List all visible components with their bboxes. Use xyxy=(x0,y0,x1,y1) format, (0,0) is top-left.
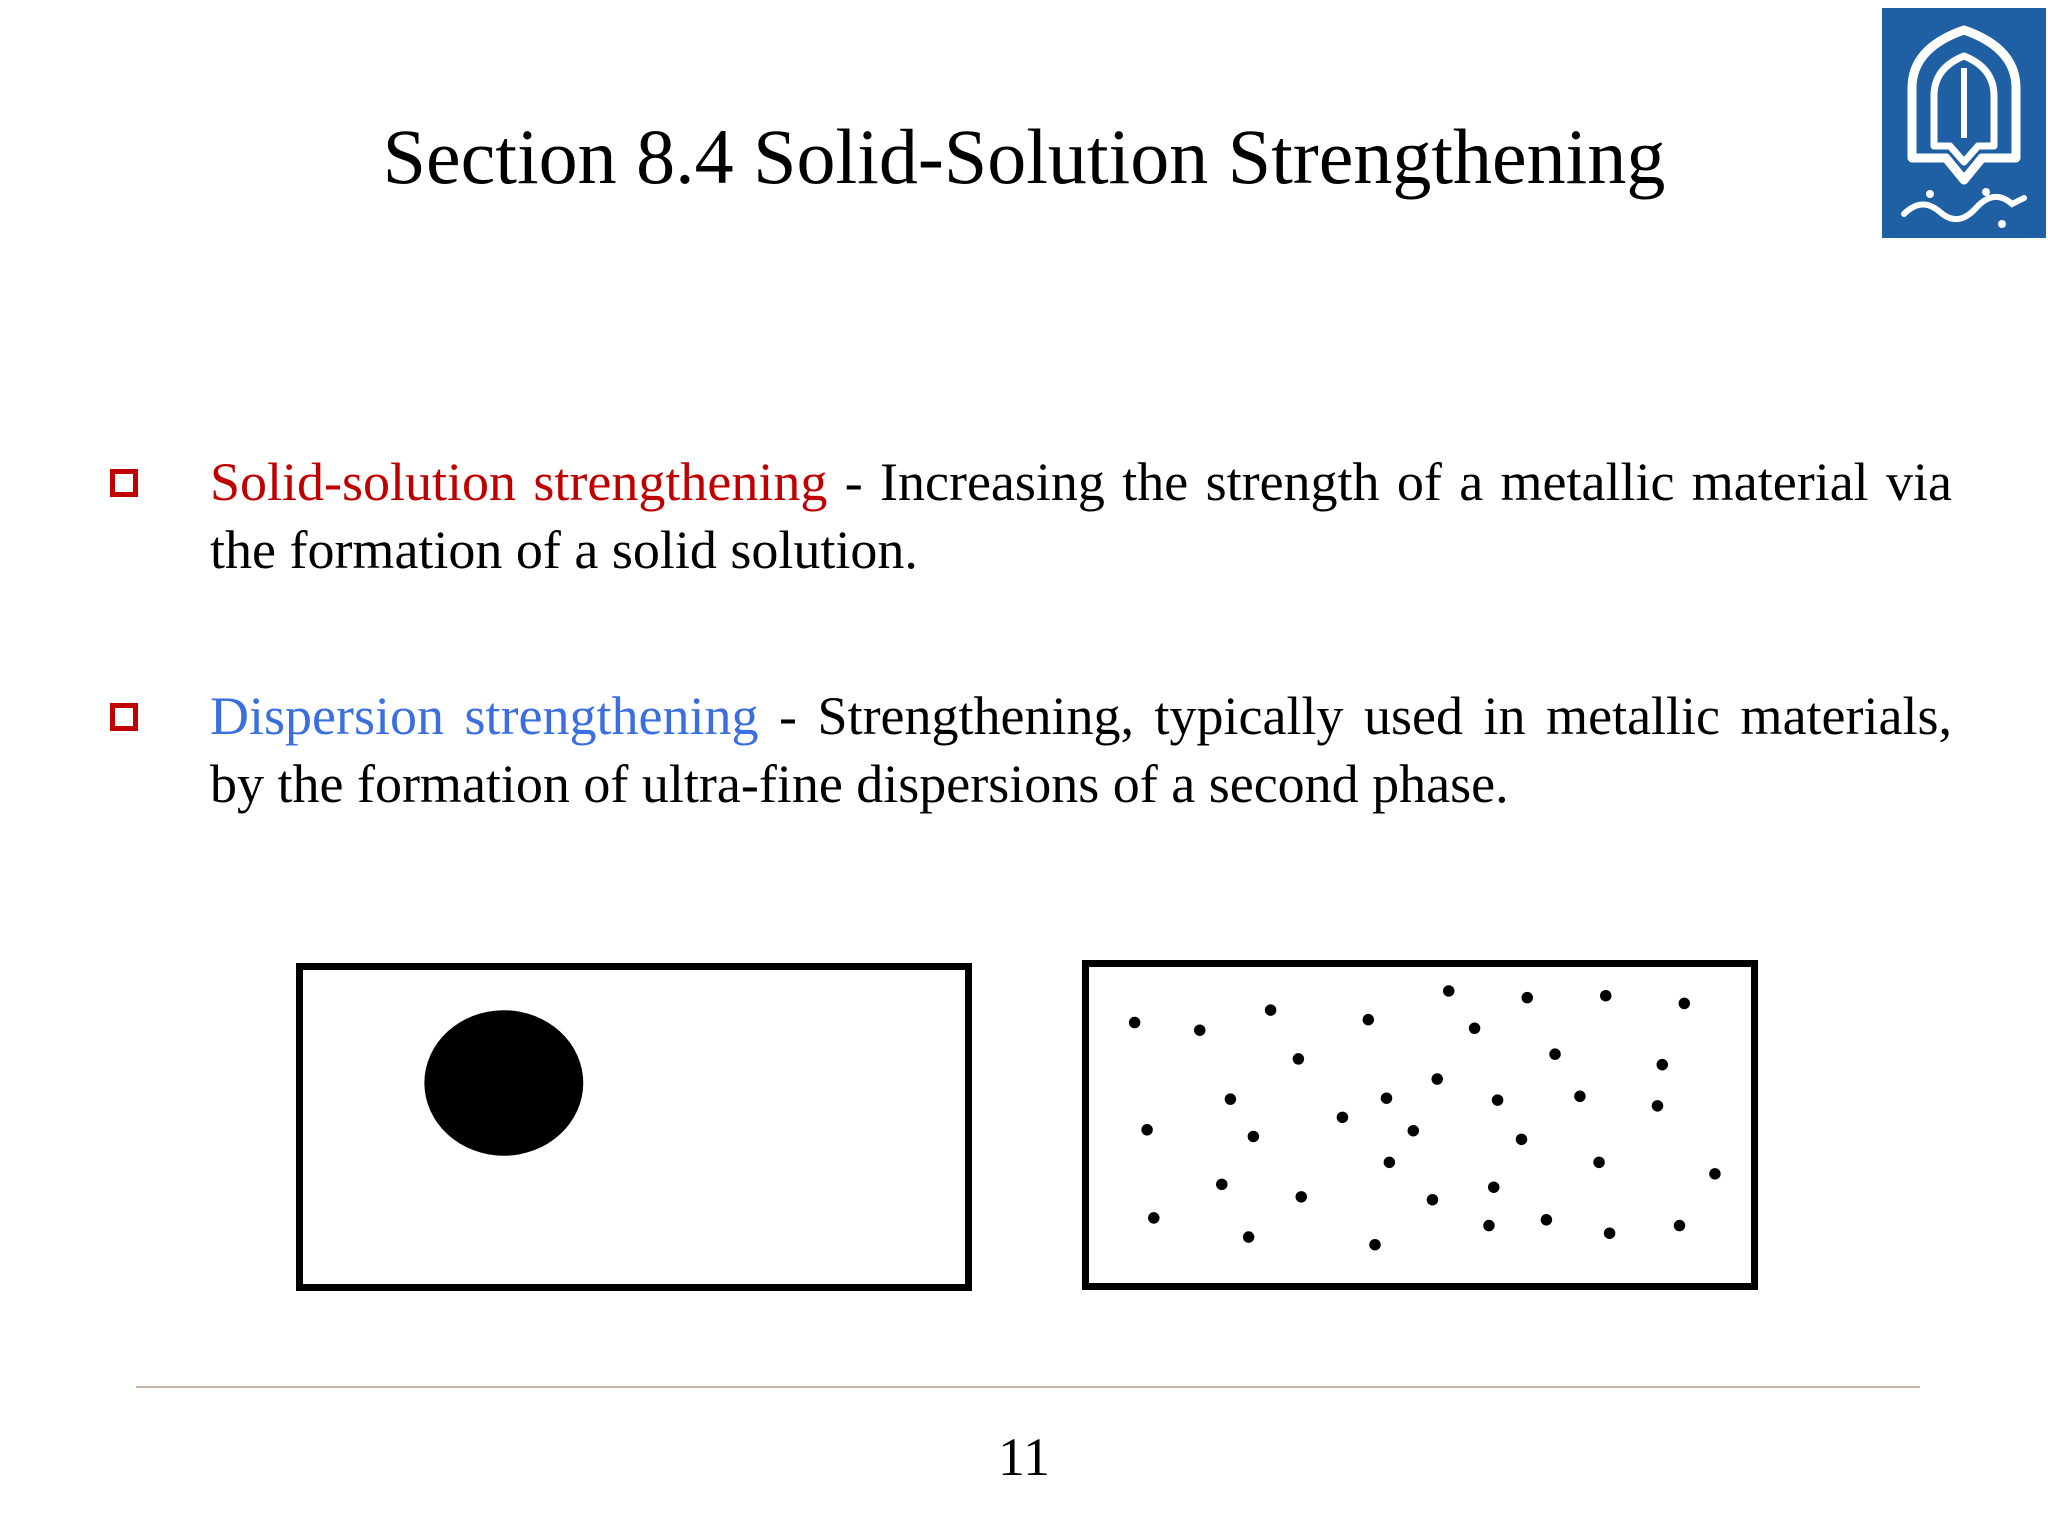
dispersion-particle xyxy=(1427,1194,1438,1205)
dispersion-particle xyxy=(1265,1004,1276,1015)
dispersion-particle xyxy=(1549,1048,1560,1059)
university-logo-icon xyxy=(1882,8,2046,238)
term-solid-solution: Solid-solution strengthening xyxy=(210,452,828,512)
single-large-particle-icon xyxy=(296,963,972,1291)
dispersion-particle xyxy=(1522,992,1533,1003)
dispersion-particle xyxy=(1516,1134,1527,1145)
dispersion-particle xyxy=(1141,1124,1152,1135)
dispersion-particle xyxy=(1243,1231,1254,1242)
dispersion-particle xyxy=(1194,1024,1205,1035)
dispersion-particle xyxy=(1216,1179,1227,1190)
dispersion-particle xyxy=(1709,1168,1720,1179)
footer-divider xyxy=(136,1386,1920,1388)
dispersion-particle xyxy=(1443,985,1454,996)
dispersion-particle xyxy=(1431,1073,1442,1084)
bullet-paragraph-dispersion xyxy=(210,682,1952,818)
dispersion-particle xyxy=(1657,1059,1668,1070)
dispersion-particle xyxy=(1225,1093,1236,1104)
dispersion-particle xyxy=(1469,1023,1480,1034)
dispersion-particle xyxy=(1369,1239,1380,1250)
dispersion-particle xyxy=(1337,1112,1348,1123)
dispersion-particle xyxy=(1363,1014,1374,1025)
dispersion-particle xyxy=(1574,1091,1585,1102)
term-dispersion: Dispersion strengthening xyxy=(210,686,759,746)
definition-dispersion: - Strengthening, typically used in metallic materials, by the formation of ultra-fine dispersions of a second phase. xyxy=(210,686,1952,814)
bullet-square-icon xyxy=(110,469,138,497)
dispersion-particle xyxy=(1541,1214,1552,1225)
slide-title: Section 8.4 Solid-Solution Strengthening xyxy=(382,113,1666,200)
dispersion-particle xyxy=(1248,1131,1259,1142)
dispersion-particle xyxy=(1296,1191,1307,1202)
dispersion-particle xyxy=(1604,1227,1615,1238)
bullet-square-icon xyxy=(110,703,138,731)
dispersion-particle xyxy=(1408,1125,1419,1136)
dispersion-particle xyxy=(1674,1220,1685,1231)
dispersion-particle xyxy=(1148,1212,1159,1223)
dispersion-particle xyxy=(1593,1157,1604,1168)
dispersion-particle xyxy=(1679,998,1690,1009)
dispersion-particle xyxy=(1488,1181,1499,1192)
dispersion-particle xyxy=(1293,1053,1304,1064)
dispersion-particle xyxy=(1483,1220,1494,1231)
dispersion-particle xyxy=(1384,1157,1395,1168)
dispersion-particle xyxy=(1381,1092,1392,1103)
definition-solid-solution: - Increasing the strength of a metallic material via the formation of a solid solution. xyxy=(210,452,1952,580)
page-number: 11 xyxy=(998,1427,1050,1487)
dispersion-particle xyxy=(1492,1094,1503,1105)
dispersion-particle xyxy=(1652,1100,1663,1111)
dispersion-particle xyxy=(1600,990,1611,1001)
bullet-paragraph-solid-solution xyxy=(210,448,1952,584)
dispersion-particle xyxy=(1129,1017,1140,1028)
fine-dispersion-particles-icon xyxy=(1082,960,1758,1290)
